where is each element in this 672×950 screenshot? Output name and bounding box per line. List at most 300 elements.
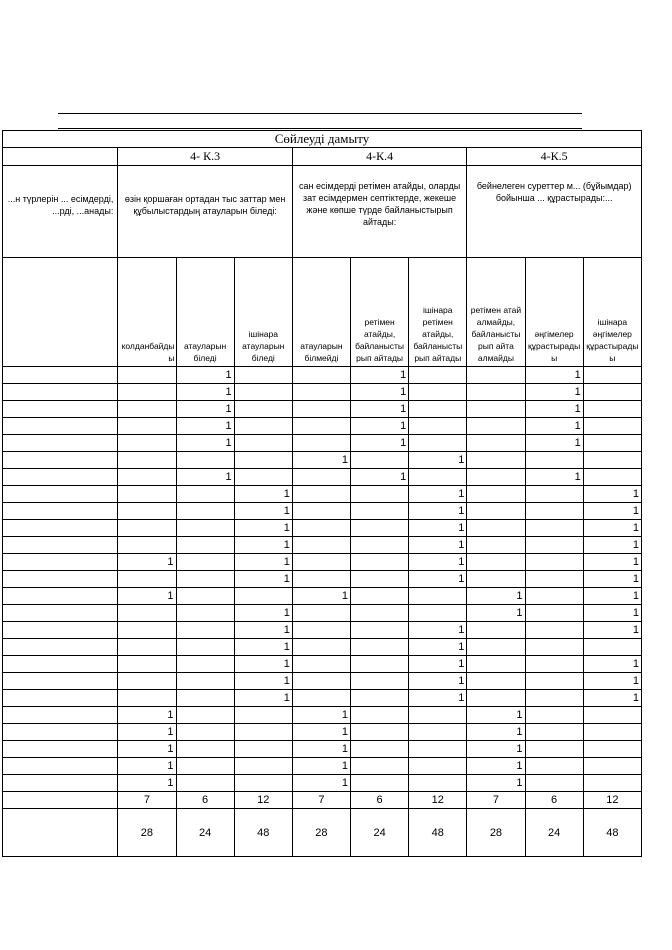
table-cell: 1: [351, 435, 409, 452]
table-cell: 1: [525, 384, 583, 401]
table-cell: [176, 741, 234, 758]
subheader-cell: ретімен атай алмайды, байланысты рып айта алмайды: [467, 258, 525, 367]
table-cell: 1: [409, 622, 467, 639]
table-cell: [351, 690, 409, 707]
table-cell: 1: [234, 520, 292, 537]
table-cell: [292, 418, 350, 435]
table-row: [3, 367, 642, 384]
table-cell: 1: [351, 401, 409, 418]
table-cell: [467, 384, 525, 401]
description-row: [3, 166, 642, 258]
table-cell: [118, 435, 176, 452]
table-cell: [525, 452, 583, 469]
table-cell: [583, 384, 641, 401]
table-cell: [525, 486, 583, 503]
table-cell: [409, 418, 467, 435]
description-k5: бейнелеген суреттер м... (бұйымдар) бойынша ... құрастырады:...: [467, 166, 642, 258]
table-body: [3, 131, 642, 857]
table-cell: [583, 418, 641, 435]
table-cell: [351, 605, 409, 622]
table-cell: [467, 486, 525, 503]
table-cell: [176, 724, 234, 741]
table-cell: [409, 724, 467, 741]
table-cell: [467, 418, 525, 435]
table-cell: 24: [176, 809, 234, 857]
table-cell: [583, 639, 641, 656]
table-cell: 1: [409, 537, 467, 554]
row-leading-cell: [3, 605, 118, 622]
row-leading-cell: [3, 622, 118, 639]
table-cell: [234, 452, 292, 469]
table-cell: [583, 435, 641, 452]
table-cell: 1: [583, 571, 641, 588]
table-row: [3, 639, 642, 656]
row-leading-cell: [3, 486, 118, 503]
table-row: [3, 384, 642, 401]
table-cell: [409, 469, 467, 486]
table-row: [3, 605, 642, 622]
table-cell: 1: [234, 690, 292, 707]
table-cell: 1: [118, 554, 176, 571]
table-cell: 7: [467, 792, 525, 809]
table-cell: [176, 775, 234, 792]
table-cell: [292, 520, 350, 537]
table-cell: 1: [118, 724, 176, 741]
table-cell: [234, 435, 292, 452]
table-cell: [525, 605, 583, 622]
table-cell: [583, 367, 641, 384]
table-cell: 1: [292, 724, 350, 741]
table-cell: 1: [118, 758, 176, 775]
table-cell: 1: [525, 435, 583, 452]
table-cell: 1: [292, 758, 350, 775]
row-leading-cell: [3, 520, 118, 537]
table-cell: [292, 656, 350, 673]
table-cell: 1: [234, 639, 292, 656]
table-cell: [467, 554, 525, 571]
table-cell: [292, 503, 350, 520]
table-cell: [176, 588, 234, 605]
table-cell: [118, 571, 176, 588]
table-cell: 7: [292, 792, 350, 809]
subheader-cell: ішінара әңгімелер құрастырады ы: [583, 258, 641, 367]
table-cell: [525, 571, 583, 588]
table-cell: [118, 452, 176, 469]
row-leading-cell: [3, 775, 118, 792]
table-cell: [409, 758, 467, 775]
table-cell: [118, 622, 176, 639]
table-cell: [467, 469, 525, 486]
table-row: [3, 690, 642, 707]
table-cell: [234, 707, 292, 724]
table-cell: [118, 503, 176, 520]
table-cell: [525, 775, 583, 792]
subheader-cell: атауларын білмейді: [292, 258, 350, 367]
row-leading-cell: [3, 384, 118, 401]
table-row: [3, 418, 642, 435]
table-cell: 48: [409, 809, 467, 857]
table-cell: [409, 367, 467, 384]
table-cell: 1: [409, 503, 467, 520]
table-cell: [583, 741, 641, 758]
table-cell: [176, 656, 234, 673]
row-leading-cell: [3, 401, 118, 418]
table-cell: [467, 571, 525, 588]
table-cell: 1: [176, 384, 234, 401]
table-cell: [525, 503, 583, 520]
table-cell: 1: [409, 486, 467, 503]
table-cell: [118, 537, 176, 554]
table-cell: 6: [525, 792, 583, 809]
table-cell: 1: [525, 401, 583, 418]
table-row: [3, 503, 642, 520]
table-cell: [351, 503, 409, 520]
table-row: [3, 469, 642, 486]
table-cell: [409, 605, 467, 622]
table-cell: [409, 384, 467, 401]
table-cell: 1: [583, 605, 641, 622]
table-cell: 1: [409, 673, 467, 690]
table-cell: [176, 707, 234, 724]
table-cell: 1: [351, 469, 409, 486]
table-cell: [351, 673, 409, 690]
table-cell: [292, 401, 350, 418]
table-cell: [583, 724, 641, 741]
table-cell: 1: [176, 401, 234, 418]
table-row: [3, 775, 642, 792]
table-cell: [176, 639, 234, 656]
subheader-cell: әңгімелер құрастырады ы: [525, 258, 583, 367]
table-cell: [292, 384, 350, 401]
table-row: [3, 741, 642, 758]
table-cell: 1: [583, 588, 641, 605]
table-cell: [351, 758, 409, 775]
row-leading-cell: [3, 809, 118, 857]
table-cell: [525, 758, 583, 775]
table-cell: 1: [234, 486, 292, 503]
row-leading-cell: [3, 367, 118, 384]
table-cell: [583, 707, 641, 724]
table-cell: [234, 469, 292, 486]
table-cell: 1: [234, 571, 292, 588]
table-cell: 1: [351, 384, 409, 401]
table-cell: [118, 639, 176, 656]
table-cell: 1: [467, 741, 525, 758]
title-row: [3, 131, 642, 148]
table-cell: [583, 452, 641, 469]
table-cell: [292, 673, 350, 690]
table-cell: 1: [176, 367, 234, 384]
table-cell: [351, 554, 409, 571]
row-leading-cell: [3, 656, 118, 673]
table-cell: [525, 690, 583, 707]
table-cell: 1: [583, 520, 641, 537]
table-cell: 1: [234, 554, 292, 571]
table-cell: [467, 656, 525, 673]
table-cell: [118, 469, 176, 486]
table-cell: 1: [467, 588, 525, 605]
table-cell: 1: [525, 367, 583, 384]
table-cell: 1: [351, 418, 409, 435]
table-row: [3, 656, 642, 673]
table-row: [3, 588, 642, 605]
row-leading-cell: [3, 588, 118, 605]
table-title: Сөйлеуді дамыту: [3, 131, 642, 148]
table-cell: [176, 503, 234, 520]
table-cell: 1: [234, 622, 292, 639]
table-row: [3, 571, 642, 588]
table-cell: [525, 554, 583, 571]
subheader-cell: [3, 258, 118, 367]
table-cell: [409, 707, 467, 724]
table-cell: 1: [234, 656, 292, 673]
percent-row: [3, 809, 642, 857]
table-cell: [467, 401, 525, 418]
table-cell: 1: [467, 605, 525, 622]
top-rule-2: [58, 128, 582, 129]
top-rule-1: [58, 113, 582, 114]
table-cell: 1: [409, 554, 467, 571]
table-cell: 24: [525, 809, 583, 857]
table-cell: 1: [234, 673, 292, 690]
table-cell: [292, 690, 350, 707]
table-cell: [234, 588, 292, 605]
subheader-cell: ішінара атауларын біледі: [234, 258, 292, 367]
table-cell: [292, 469, 350, 486]
row-leading-cell: [3, 639, 118, 656]
table-cell: [467, 520, 525, 537]
table-cell: [409, 775, 467, 792]
table-cell: [234, 401, 292, 418]
table-cell: 1: [467, 724, 525, 741]
table-row: [3, 537, 642, 554]
table-row: [3, 520, 642, 537]
table-cell: [176, 520, 234, 537]
table-cell: [351, 707, 409, 724]
subheader-cell: атауларын біледі: [176, 258, 234, 367]
sheet-frame: [7, 130, 639, 840]
table-cell: [234, 741, 292, 758]
table-cell: [467, 673, 525, 690]
table-cell: [176, 673, 234, 690]
table-cell: 1: [467, 775, 525, 792]
table-cell: 1: [118, 741, 176, 758]
row-leading-cell: [3, 792, 118, 809]
table-cell: [118, 656, 176, 673]
table-cell: [351, 639, 409, 656]
table-cell: 1: [525, 469, 583, 486]
code-k3: 4- К.3: [118, 148, 293, 166]
table-cell: 7: [118, 792, 176, 809]
table-cell: 1: [118, 707, 176, 724]
table-cell: 1: [351, 367, 409, 384]
table-cell: [409, 741, 467, 758]
table-cell: 1: [234, 503, 292, 520]
table-cell: [118, 605, 176, 622]
table-cell: 1: [292, 452, 350, 469]
table-cell: 1: [467, 707, 525, 724]
table-cell: [351, 622, 409, 639]
table-row: [3, 758, 642, 775]
table-cell: [234, 775, 292, 792]
table-cell: [292, 605, 350, 622]
table-cell: 12: [234, 792, 292, 809]
table-cell: [351, 520, 409, 537]
table-cell: [409, 588, 467, 605]
table-cell: [583, 469, 641, 486]
table-cell: [176, 486, 234, 503]
table-cell: [176, 537, 234, 554]
description-k4: сан есімдерді ретімен атайды, оларды зат есімдермен септіктерде, жекеше және көпше түрде байланыстырып айтады:: [292, 166, 467, 258]
row-leading-cell: [3, 741, 118, 758]
table-cell: [118, 690, 176, 707]
code-k5: 4-К.5: [467, 148, 642, 166]
table-cell: [467, 690, 525, 707]
table-cell: 48: [583, 809, 641, 857]
table-cell: 1: [409, 452, 467, 469]
table-cell: 1: [118, 775, 176, 792]
table-cell: [467, 639, 525, 656]
table-cell: [583, 401, 641, 418]
table-cell: 1: [583, 503, 641, 520]
table-cell: [234, 384, 292, 401]
table-cell: 1: [234, 537, 292, 554]
table-cell: [176, 571, 234, 588]
table-cell: 1: [467, 758, 525, 775]
table-row: [3, 707, 642, 724]
table-cell: [351, 656, 409, 673]
table-cell: 1: [583, 690, 641, 707]
table-cell: 1: [292, 707, 350, 724]
row-leading-cell: [3, 690, 118, 707]
table-cell: 1: [292, 588, 350, 605]
table-cell: 6: [351, 792, 409, 809]
table-cell: [176, 758, 234, 775]
row-leading-cell: [3, 418, 118, 435]
subheader-cell: ретімен атайды, байланысты рып айтады: [351, 258, 409, 367]
table-cell: 28: [292, 809, 350, 857]
table-cell: [176, 554, 234, 571]
table-cell: 1: [583, 622, 641, 639]
table-cell: 1: [583, 486, 641, 503]
table-cell: 6: [176, 792, 234, 809]
table-cell: 1: [525, 418, 583, 435]
row-leading-cell: [3, 452, 118, 469]
table-cell: [583, 775, 641, 792]
table-row: [3, 622, 642, 639]
table-cell: [234, 724, 292, 741]
table-cell: 1: [176, 435, 234, 452]
table-cell: [234, 758, 292, 775]
subheader-row: [3, 258, 642, 367]
table-cell: [292, 367, 350, 384]
row-leading-cell: [3, 469, 118, 486]
row-leading-cell: [3, 435, 118, 452]
row-leading-cell: [3, 554, 118, 571]
table-cell: [351, 452, 409, 469]
table-cell: [409, 401, 467, 418]
table-cell: [118, 384, 176, 401]
table-cell: [118, 486, 176, 503]
table-cell: [292, 554, 350, 571]
table-cell: 1: [292, 741, 350, 758]
table-cell: 1: [118, 588, 176, 605]
table-cell: 1: [409, 690, 467, 707]
table-cell: [525, 622, 583, 639]
table-cell: 1: [583, 673, 641, 690]
table-row: [3, 724, 642, 741]
description-prev: ...н түрлерін ... есімдерді, ...рді, ...анады:: [3, 166, 118, 258]
table-cell: 1: [583, 656, 641, 673]
table-cell: [467, 435, 525, 452]
table-row: [3, 401, 642, 418]
table-cell: [525, 724, 583, 741]
table-cell: 1: [409, 520, 467, 537]
table-cell: 1: [409, 571, 467, 588]
table-cell: 12: [409, 792, 467, 809]
table-cell: [525, 707, 583, 724]
table-cell: [467, 537, 525, 554]
table-cell: [176, 452, 234, 469]
table-row: [3, 435, 642, 452]
table-cell: [409, 435, 467, 452]
table-cell: [525, 537, 583, 554]
table-cell: [583, 758, 641, 775]
table-cell: [176, 605, 234, 622]
table-cell: [351, 571, 409, 588]
table-cell: 48: [234, 809, 292, 857]
table-cell: 1: [176, 469, 234, 486]
table-cell: [118, 520, 176, 537]
table-cell: 1: [176, 418, 234, 435]
table-cell: 1: [234, 605, 292, 622]
code-k4: 4-К.4: [292, 148, 467, 166]
table-cell: [351, 537, 409, 554]
table-cell: 1: [583, 554, 641, 571]
code-row: [3, 148, 642, 166]
table-cell: [176, 690, 234, 707]
row-leading-cell: [3, 571, 118, 588]
table-cell: [292, 486, 350, 503]
table-cell: [176, 622, 234, 639]
table-row: [3, 486, 642, 503]
row-leading-cell: [3, 707, 118, 724]
totals-row: [3, 792, 642, 809]
table-cell: [351, 724, 409, 741]
table-row: [3, 554, 642, 571]
description-k3: өзін қоршаған ортадан тыс заттар мен құбылыстардың атауларын біледі:: [118, 166, 293, 258]
table-cell: [292, 435, 350, 452]
row-leading-cell: [3, 673, 118, 690]
subheader-cell: ішінара ретімен атайды, байланысты рып айтады: [409, 258, 467, 367]
table-cell: [351, 588, 409, 605]
table-cell: 28: [467, 809, 525, 857]
table-cell: [118, 367, 176, 384]
table-cell: [351, 741, 409, 758]
table-cell: [467, 452, 525, 469]
subheader-cell: колданбайды ы: [118, 258, 176, 367]
table-cell: [525, 520, 583, 537]
table-cell: [118, 401, 176, 418]
table-cell: [351, 775, 409, 792]
table-cell: [292, 639, 350, 656]
table-cell: 24: [351, 809, 409, 857]
table-cell: [234, 367, 292, 384]
assessment-table: [2, 130, 642, 857]
row-leading-cell: [3, 724, 118, 741]
table-cell: 1: [409, 639, 467, 656]
table-cell: [525, 656, 583, 673]
